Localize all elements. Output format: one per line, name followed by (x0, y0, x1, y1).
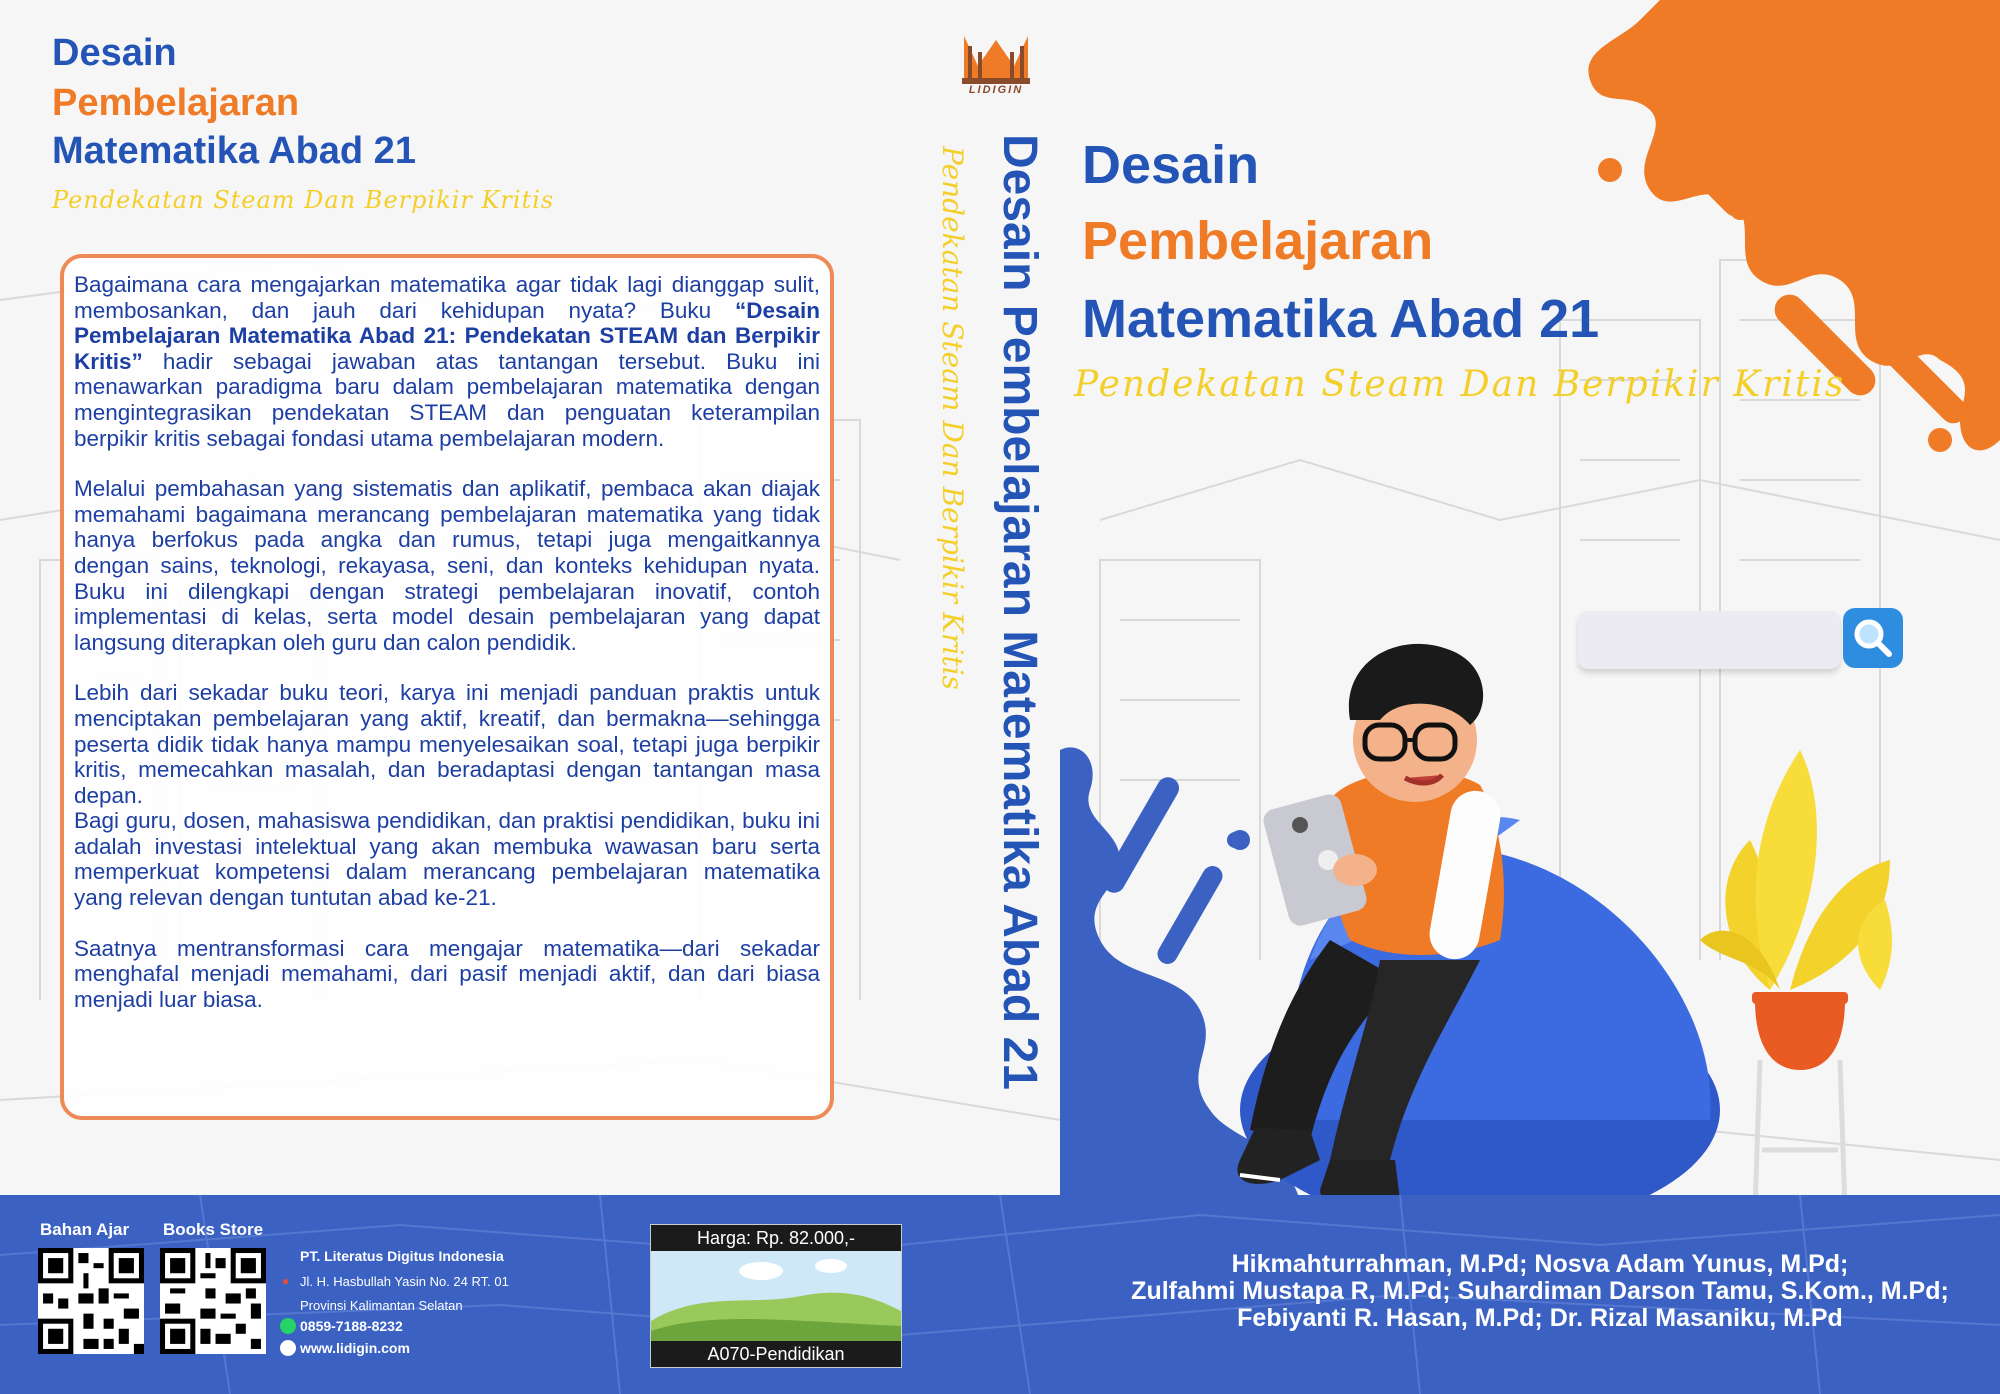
back-title-line3: Matematika Abad 21 (52, 130, 416, 172)
publisher-name: PT. Literatus Digitus Indonesia (300, 1248, 504, 1264)
front-title-line3: Matematika Abad 21 (1082, 289, 1600, 349)
student-with-tablet-illustration (1180, 600, 1740, 1240)
spine-subtitle: Pendekatan Steam Dan Berpikir Kritis (936, 146, 969, 690)
front-subtitle: Pendekatan Steam Dan Berpikir Kritis (1074, 364, 1846, 405)
synopsis-p1-intro: Bagaimana cara mengajarkan matematika agar tidak lagi dianggap sulit, membosankan, dan jauh dari kehidupan nyata? Buku (74, 272, 820, 323)
price-barcode-box (650, 1224, 902, 1368)
synopsis-box (60, 254, 834, 1120)
location-pin-icon: ● (282, 1274, 290, 1288)
publisher-phone: 0859-7188-8232 (300, 1318, 403, 1334)
qr-label-bahan-ajar: Bahan Ajar (40, 1220, 130, 1239)
back-subtitle: Pendekatan Steam Dan Berpikir Kritis (52, 186, 555, 214)
synopsis-p1-rest: hadir sebagai jawaban atas tantangan tersebut. Buku ini menawarkan paradigma baru dalam pembelajaran matematika dengan mengintegrasikan pendekatan STEAM dan penguatan keterampilan berpikir kritis sebagai fondasi utama pembelajaran modern. (74, 348, 820, 451)
globe-icon (280, 1340, 296, 1356)
publisher-website[interactable]: www.lidigin.com (300, 1340, 410, 1356)
author-line-2: Zulfahmi Mustapa R, M.Pd; Suhardiman Darson Tamu, S.Kom., M.Pd; (1131, 1277, 1949, 1305)
category-code: A070-Pendidikan (651, 1341, 901, 1367)
whatsapp-icon (280, 1318, 296, 1334)
landscape-placeholder-image (651, 1251, 901, 1341)
synopsis-paragraph-2: Melalui pembahasan yang sistematis dan aplikatif, pembaca akan diajak memahami bagaimana merancang pembelajaran matematika yang tidak hanya berfokus pada angka dan rumus, tetapi juga mengaitkannya dengan sains, teknologi, rekayasa, seni, dan konteks kehidupan nyata. Buku ini dilengkapi dengan strategi pembelajaran inovatif, contoh implementasi di kelas, serta model desain pembelajaran yang dapat langsung diterapkan oleh guru dan calon pendidik. (74, 476, 820, 655)
front-title-line1: Desain (1082, 135, 1260, 195)
spine-title: Desain Pembelajaran Matematika Abad 21 (993, 134, 1046, 1090)
publisher-address-1: Jl. H. Hasbullah Yasin No. 24 RT. 01 (300, 1274, 509, 1289)
search-icon (1843, 608, 1903, 668)
author-line-1: Hikmahturrahman, M.Pd; Nosva Adam Yunus, M.Pd; (1231, 1250, 1849, 1278)
back-title-line2: Pembelajaran (52, 82, 300, 124)
lidigin-logo-text: LIDIGIN (968, 84, 1024, 96)
qr-code-books-store[interactable] (160, 1248, 266, 1354)
qr-code-bahan-ajar[interactable] (38, 1248, 144, 1354)
synopsis-book-title: “Desain Pembelajaran Matematika Abad 21: Pendekatan STEAM dan Berpikir Kritis” (74, 297, 820, 374)
back-title-line1: Desain (52, 32, 177, 74)
publisher-address-2: Provinsi Kalimantan Selatan (300, 1298, 463, 1313)
qr-label-books-store: Books Store (163, 1220, 264, 1239)
price-label: Harga: Rp. 82.000,- (651, 1225, 901, 1251)
front-title-line2: Pembelajaran (1082, 211, 1434, 271)
synopsis-paragraph-5: Saatnya mentransformasi cara mengajar matematika—dari sekadar menghafal menjadi memahami, dari pasif menjadi aktif, dan dari biasa menjadi luar biasa. (74, 935, 820, 1012)
synopsis-paragraph-1 (74, 272, 820, 451)
author-line-3: Febiyanti R. Hasan, M.Pd; Dr. Rizal Masaniku, M.Pd (1237, 1304, 1843, 1332)
synopsis-paragraph-4: Bagi guru, dosen, mahasiswa pendidikan, dan praktisi pendidikan, buku ini adalah investasi intelektual yang akan membuka wawasan baru serta memperkuat kompetensi dalam merancang pembelajaran matematika yang relevan dengan tuntutan abad ke-21. (74, 808, 820, 911)
synopsis-paragraph-3: Lebih dari sekadar buku teori, karya ini menjadi panduan praktis untuk menciptakan pembelajaran yang aktif, kreatif, dan bermakna—sehingga peserta didik tidak hanya mampu menyelesaikan soal, tetapi juga berpikir kritis, memecahkan masalah, dan beradaptasi dengan tantangan masa depan. (74, 680, 820, 808)
